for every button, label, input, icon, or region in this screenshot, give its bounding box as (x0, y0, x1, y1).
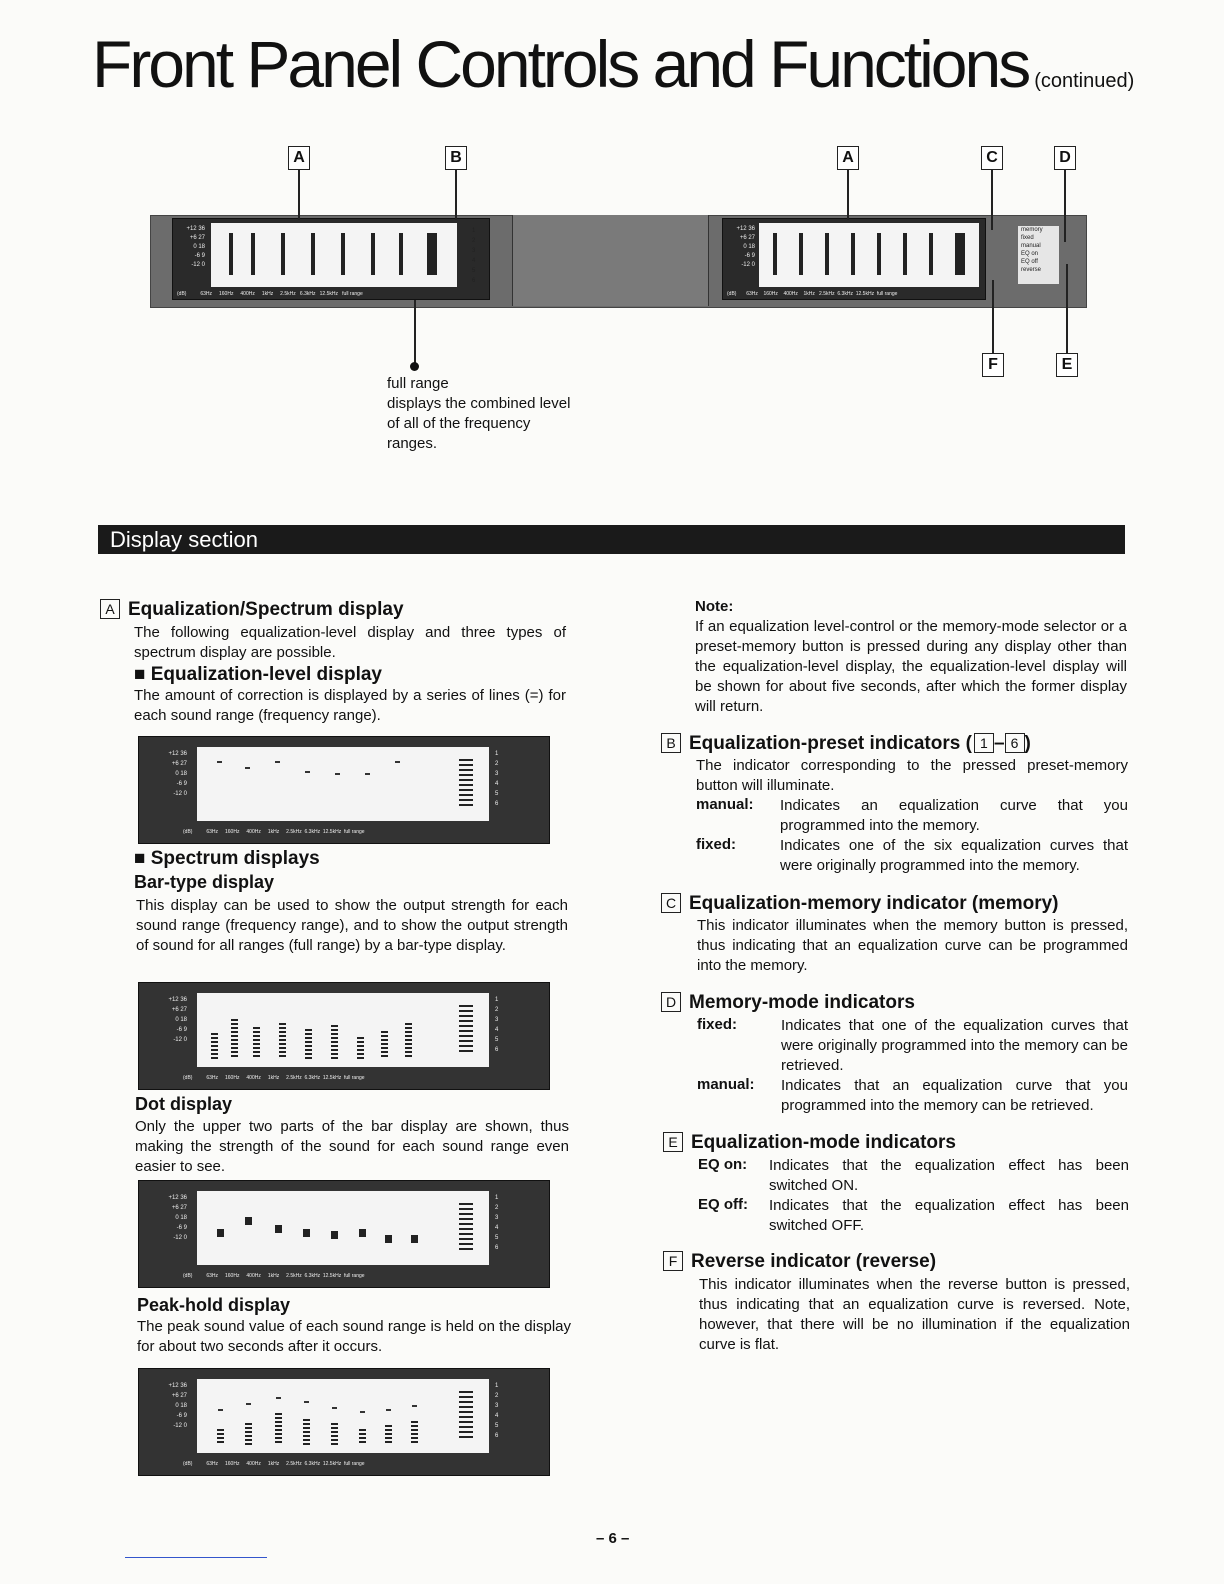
mode-label: EQ on (1021, 251, 1039, 257)
scale-label: +6 27 (171, 1007, 187, 1013)
mode-label: memory (1021, 227, 1043, 233)
freq-label: 2.5kHz (286, 829, 302, 835)
peak-mark (218, 1409, 223, 1411)
db-label: (dB) (177, 291, 187, 297)
heading-e-text: Equalization-mode indicators (691, 1132, 956, 1153)
def-d-manual: Indicates that an equalization curve that you programmed into the memory can be retrieved. (781, 1077, 1128, 1114)
heading-a (100, 599, 404, 621)
heading-peak-hold: Peak-hold display (137, 1295, 291, 1315)
term-b-manual: manual: (696, 796, 754, 813)
freq-label: 6.3kHz (304, 829, 321, 835)
bar-mark (903, 233, 907, 275)
preset-number: 3 (495, 1017, 499, 1023)
freq-label: full range (343, 829, 365, 835)
term-d-manual: manual: (697, 1076, 755, 1093)
spectrum-bar (331, 1423, 338, 1445)
preset-number: 5 (495, 1423, 499, 1429)
callout-f: F (982, 353, 1004, 377)
bar-mark (341, 233, 345, 275)
preset-number: 1 (472, 228, 476, 234)
bar-mark (311, 233, 315, 275)
def-d-fixed: Indicates that one of the equalization curves that were originally programmed into the memory can be retrieved. (781, 1017, 1128, 1074)
bar-mark (281, 233, 285, 275)
heading-a-text: Equalization/Spectrum display (128, 599, 404, 620)
freq-label: 12.5kHz (322, 1075, 342, 1081)
page-title-suffix: (continued) (1034, 70, 1135, 92)
range-close: ) (1024, 733, 1031, 754)
db-label: (dB) (727, 291, 737, 297)
note-line: displays the combined level (387, 395, 571, 412)
mini-screen (197, 747, 489, 821)
heading-e (663, 1132, 956, 1154)
scale-label: +6 27 (739, 235, 755, 241)
scale-label: +6 27 (189, 235, 205, 241)
level-line (275, 761, 280, 763)
text-dot: Only the upper two parts of the bar display are shown, thus making the strength of the sound for each sound range even easier to see. (135, 1118, 569, 1175)
spectrum-bar (405, 1023, 412, 1059)
mini-freq-row (183, 1273, 365, 1279)
preset-number: 3 (495, 771, 499, 777)
callout-c: C (981, 146, 1003, 170)
scale-label: +12 36 (186, 226, 205, 232)
freq-label: 2.5kHz (286, 1273, 302, 1279)
panel-center-section (512, 215, 709, 306)
scale-label: 0 18 (175, 1403, 187, 1409)
def-e-off: Indicates that the equalization effect has been switched OFF. (769, 1197, 1129, 1234)
dot-mark (331, 1231, 338, 1239)
heading-c-text: Equalization-memory indicator (memory) (689, 893, 1059, 914)
freq-label: 160Hz (225, 1461, 240, 1467)
freq-label: 400Hz (783, 291, 798, 297)
mini-scale (147, 1193, 187, 1243)
page-title (92, 26, 1134, 102)
term-e-off: EQ off: (698, 1196, 748, 1213)
callout-a-left: A (288, 146, 310, 170)
mini-preset-numbers (495, 749, 498, 809)
preset-number: 2 (495, 1393, 499, 1399)
freq-label: 400Hz (246, 829, 261, 835)
dot-mark (303, 1229, 310, 1237)
scale-label: -12 0 (173, 791, 187, 797)
heading-d (661, 992, 915, 1014)
bar-mark (825, 233, 829, 275)
level-line (395, 761, 400, 763)
freq-label: 63Hz (206, 1273, 219, 1279)
freq-label: 63Hz (200, 291, 213, 297)
scale-label: +6 27 (171, 761, 187, 767)
preset-number: 6 (495, 1047, 499, 1053)
callout-e: E (1056, 353, 1078, 377)
heading-f (663, 1251, 936, 1273)
scale-label: 0 18 (175, 1017, 187, 1023)
freq-label: 160Hz (763, 291, 778, 297)
preset-number: 3 (495, 1403, 499, 1409)
heading-c (661, 893, 1059, 915)
level-line (365, 773, 370, 775)
mini-freq-row (183, 1075, 365, 1081)
text-a: The following equalization-level display and three types of spectrum display are possible. (134, 624, 566, 661)
mode-label: reverse (1021, 267, 1042, 273)
bar-mark (851, 233, 855, 275)
letter-box-c: C (661, 893, 681, 913)
preset-number: 2 (495, 1205, 499, 1211)
range-box-1: 1 (974, 733, 994, 753)
scale-label: -6 9 (744, 253, 755, 259)
scale-label: +6 27 (171, 1205, 187, 1211)
mini-scale (147, 749, 187, 799)
freq-label: 63Hz (746, 291, 758, 297)
callout-a-right: A (837, 146, 859, 170)
full-range-bar (459, 1391, 473, 1441)
text-c: This indicator illuminates when the memory button is pressed, thus indicating that an equalization curve can be programmed into the memory. (697, 917, 1128, 974)
scale-label: +12 36 (168, 1195, 187, 1201)
freq-label: full range (342, 291, 363, 297)
bar-mark (399, 233, 403, 275)
text-f: This indicator illuminates when the reverse button is pressed, thus indicating that an equalization curve is reversed. Note, however, that there will be no illumination if the equalization curve is flat. (699, 1276, 1130, 1353)
freq-label: 2.5kHz (286, 1075, 302, 1081)
heading-f-text: Reverse indicator (reverse) (691, 1251, 937, 1272)
mini-scale (147, 1381, 187, 1431)
preset-number: 4 (495, 1027, 499, 1033)
freq-label: 1kHz (267, 1273, 280, 1279)
note-text: If an equalization level-control or the memory-mode selector or a preset-memory button is pressed during any display other than the equalization-level display, the equalization-level display will be shown for about five seconds, after which the former display will return. (695, 618, 1127, 715)
level-line (335, 773, 340, 775)
spectrum-bar (253, 1027, 260, 1059)
preset-number: 6 (472, 278, 476, 284)
scale-label: -12 0 (173, 1235, 187, 1241)
right-freq-row (727, 291, 897, 297)
spectrum-bar (279, 1023, 286, 1059)
spectrum-bar (359, 1429, 366, 1445)
def-b-manual: Indicates an equalization curve that you programmed into the memory. (780, 797, 1128, 834)
leader-line (1064, 170, 1066, 242)
letter-box-d: D (661, 992, 681, 1012)
page-number: – 6 – (596, 1530, 630, 1547)
mini-preset-numbers (495, 1193, 498, 1253)
bar-mark (877, 233, 881, 275)
preset-number: 4 (495, 1225, 499, 1231)
level-line (305, 771, 310, 773)
mode-indicator-box (1018, 226, 1059, 284)
leader-line (1066, 264, 1068, 353)
note-line: ranges. (387, 435, 438, 452)
preset-numbers (472, 226, 475, 286)
level-line (245, 767, 250, 769)
freq-label: 1kHz (803, 291, 815, 297)
freq-label: 6.3kHz (304, 1075, 321, 1081)
callout-b: B (445, 146, 467, 170)
freq-label: 63Hz (206, 829, 219, 835)
peak-mark (360, 1411, 365, 1413)
preset-number: 1 (495, 1383, 499, 1389)
mode-label: manual (1021, 243, 1041, 249)
spectrum-bar (381, 1031, 388, 1059)
freq-label: 160Hz (225, 1273, 240, 1279)
freq-label: 400Hz (246, 1273, 261, 1279)
scale-label: +12 36 (736, 226, 755, 232)
bar-display-figure (138, 982, 550, 1090)
scale-label: -6 9 (176, 781, 187, 787)
scale-label: -6 9 (176, 1027, 187, 1033)
freq-label: 160Hz (225, 1075, 240, 1081)
leader-line (455, 170, 457, 220)
preset-number: 4 (495, 781, 499, 787)
scale-label: -12 0 (191, 262, 205, 268)
freq-label: full range (876, 291, 898, 297)
mode-label: EQ off (1021, 259, 1038, 265)
freq-label: 160Hz (219, 291, 234, 297)
leader-line (991, 170, 993, 230)
heading-dot: Dot display (135, 1094, 233, 1114)
text-eq-level: The amount of correction is displayed by a series of lines (=) for each sound range (frequency range). (134, 687, 566, 724)
pointer-dot (410, 362, 419, 371)
freq-label: 12.5kHz (319, 291, 338, 297)
def-b-fixed: Indicates one of the six equalization curves that were originally programmed into the memory. (780, 837, 1128, 874)
range-box-6: 6 (1005, 733, 1025, 753)
freq-label: 1kHz (267, 1461, 280, 1467)
note-line: full range (387, 375, 449, 392)
freq-label: full range (343, 1461, 365, 1467)
spectrum-bar (411, 1421, 418, 1445)
preset-number: 4 (495, 1413, 499, 1419)
bar-mark (799, 233, 803, 275)
full-range-bar (459, 1203, 473, 1253)
section-header-bar (98, 525, 1125, 554)
db-label: (dB) (183, 829, 193, 835)
spectrum-bar (303, 1419, 310, 1445)
freq-label: 12.5kHz (855, 291, 875, 297)
peak-hold-display-figure (138, 1368, 550, 1476)
freq-label: 2.5kHz (819, 291, 835, 297)
full-range-note (387, 374, 607, 454)
freq-label: 6.3kHz (837, 291, 853, 297)
scale-label: -12 0 (741, 262, 755, 268)
preset-number: 1 (495, 997, 499, 1003)
mode-label: fixed (1021, 235, 1034, 241)
freq-label: full range (343, 1075, 365, 1081)
range-dash: – (993, 733, 1005, 754)
note-line: of all of the frequency (387, 415, 531, 432)
freq-label: 63Hz (206, 1075, 219, 1081)
left-scale (177, 225, 205, 270)
scale-label: +12 36 (168, 751, 187, 757)
freq-label: 160Hz (225, 829, 240, 835)
spectrum-bar (231, 1019, 238, 1059)
text-bar-type: This display can be used to show the output strength for each sound range (frequency range), and to show the output strength of sound for all ranges (full range) by a bar-type display. (136, 897, 568, 954)
freq-label: 1kHz (267, 829, 280, 835)
freq-label: 12.5kHz (322, 1461, 342, 1467)
scale-label: +12 36 (168, 1383, 187, 1389)
term-e-on: EQ on: (698, 1156, 748, 1173)
spectrum-bar (305, 1029, 312, 1059)
level-line (217, 761, 222, 763)
scale-label: -6 9 (176, 1413, 187, 1419)
dot-mark (275, 1225, 282, 1233)
freq-label: 12.5kHz (322, 829, 342, 835)
dot-mark (217, 1229, 224, 1237)
def-e-on: Indicates that the equalization effect has been switched ON. (769, 1157, 1129, 1194)
letter-box-f: F (663, 1251, 683, 1271)
leader-line (992, 280, 994, 353)
mini-freq-row (183, 829, 365, 835)
freq-label: 2.5kHz (286, 1461, 302, 1467)
letter-box-e: E (663, 1132, 683, 1152)
scale-label: 0 18 (743, 244, 755, 250)
mini-scale (147, 995, 187, 1045)
scale-label: -6 9 (194, 253, 205, 259)
dot-display-figure (138, 1180, 550, 1288)
heading-b-text: Equalization-preset indicators ( (689, 733, 972, 754)
heading-d-text: Memory-mode indicators (689, 992, 915, 1013)
letter-box-b: B (661, 733, 681, 753)
mini-preset-numbers (495, 1381, 498, 1441)
leader-line (847, 170, 849, 220)
text-peak-hold: The peak sound value of each sound range is held on the display for about two seconds after it occurs. (137, 1318, 571, 1355)
freq-label: 1kHz (267, 1075, 280, 1081)
heading-b (661, 733, 1031, 755)
peak-mark (386, 1409, 391, 1411)
preset-number: 3 (495, 1215, 499, 1221)
bar-mark (427, 233, 437, 275)
scale-label: 0 18 (193, 244, 205, 250)
preset-number: 6 (495, 801, 499, 807)
heading-bar-type: Bar-type display (134, 872, 275, 892)
mini-screen (197, 1191, 489, 1265)
bar-mark (929, 233, 933, 275)
bar-mark (371, 233, 375, 275)
term-b-fixed: fixed: (696, 836, 737, 853)
bar-mark (229, 233, 233, 275)
full-range-bar (459, 1005, 473, 1055)
dot-mark (411, 1235, 418, 1243)
right-display (722, 218, 986, 300)
dot-mark (245, 1217, 252, 1225)
freq-label: 6.3kHz (304, 1273, 321, 1279)
page-title-text: Front Panel Controls and Functions (92, 27, 1029, 101)
spectrum-bar (331, 1025, 338, 1059)
db-label: (dB) (183, 1461, 193, 1467)
right-scale (727, 225, 755, 270)
bar-mark (955, 233, 965, 275)
preset-number: 5 (495, 1037, 499, 1043)
footer-rule (125, 1557, 267, 1558)
peak-mark (304, 1401, 309, 1403)
full-range-bar (459, 759, 473, 809)
peak-mark (246, 1403, 251, 1405)
note-label: Note: (695, 598, 734, 615)
mini-screen (197, 993, 489, 1067)
heading-eq-level: ■ Equalization-level display (134, 664, 382, 685)
spectrum-bar (211, 1033, 218, 1059)
preset-number: 5 (472, 268, 476, 274)
dot-mark (385, 1235, 392, 1243)
mini-screen (197, 1379, 489, 1453)
freq-label: 12.5kHz (322, 1273, 342, 1279)
preset-number: 6 (495, 1433, 499, 1439)
spectrum-bar (385, 1425, 392, 1445)
preset-number: 2 (472, 238, 476, 244)
scale-label: -12 0 (173, 1423, 187, 1429)
spectrum-bar (245, 1423, 252, 1445)
callout-d: D (1054, 146, 1076, 170)
freq-label: 400Hz (246, 1461, 261, 1467)
scale-label: +6 27 (171, 1393, 187, 1399)
peak-mark (332, 1407, 337, 1409)
db-label: (dB) (183, 1273, 193, 1279)
preset-number: 1 (495, 1195, 499, 1201)
freq-label: full range (343, 1273, 365, 1279)
preset-number: 6 (495, 1245, 499, 1251)
dot-mark (359, 1229, 366, 1237)
mini-freq-row (183, 1461, 365, 1467)
preset-number: 2 (495, 761, 499, 767)
db-label: (dB) (183, 1075, 193, 1081)
scale-label: -12 0 (173, 1037, 187, 1043)
leader-line (298, 170, 300, 220)
full-range-pointer (414, 300, 416, 366)
freq-label: 6.3kHz (299, 291, 316, 297)
preset-number: 5 (495, 791, 499, 797)
scale-label: -6 9 (176, 1225, 187, 1231)
bar-mark (773, 233, 777, 275)
preset-number: 4 (472, 258, 476, 264)
freq-label: 6.3kHz (304, 1461, 321, 1467)
right-screen (759, 223, 979, 287)
freq-label: 63Hz (206, 1461, 219, 1467)
term-d-fixed: fixed: (697, 1016, 738, 1033)
freq-label: 1kHz (261, 291, 274, 297)
section-title: Display section (110, 527, 258, 552)
preset-number: 3 (472, 248, 476, 254)
freq-label: 400Hz (246, 1075, 261, 1081)
mini-preset-numbers (495, 995, 498, 1055)
peak-mark (412, 1405, 417, 1407)
preset-number: 2 (495, 1007, 499, 1013)
left-freq-row (177, 291, 363, 297)
scale-label: 0 18 (175, 771, 187, 777)
preset-number: 5 (495, 1235, 499, 1241)
text-b: The indicator corresponding to the pressed preset-memory button will illuminate. (696, 757, 1128, 794)
spectrum-bar (217, 1429, 224, 1445)
bar-mark (251, 233, 255, 275)
scale-label: 0 18 (175, 1215, 187, 1221)
freq-label: 2.5kHz (280, 291, 296, 297)
heading-spectrum: ■ Spectrum displays (134, 848, 320, 869)
left-screen (211, 223, 457, 287)
freq-label: 400Hz (240, 291, 255, 297)
eq-level-display-figure (138, 736, 550, 844)
letter-box-a: A (100, 599, 120, 619)
preset-number: 1 (495, 751, 499, 757)
spectrum-bar (357, 1037, 364, 1059)
peak-mark (276, 1397, 281, 1399)
spectrum-bar (275, 1413, 282, 1445)
left-display (172, 218, 490, 300)
scale-label: +12 36 (168, 997, 187, 1003)
